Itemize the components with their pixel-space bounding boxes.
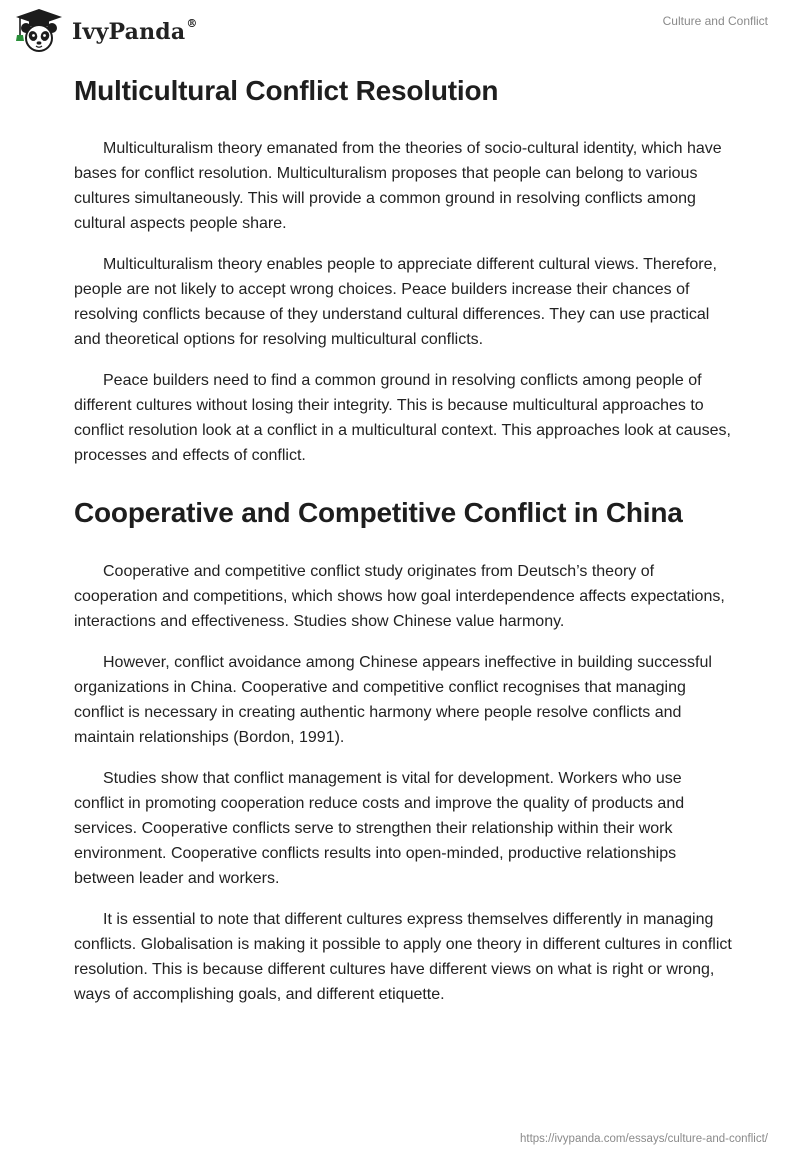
section-multicultural-conflict-resolution [74,73,734,468]
paragraph: Cooperative and competitive conflict study originates from Deutsch’s theory of cooperation and competitions, which shows how goal interdependence affects expectations, interactions and effectiveness. Studies show Chinese value harmony. [74,562,725,630]
paragraph: Peace builders need to find a common ground in resolving conflicts among people of different cultures without losing their integrity. This is because multicultural approaches to conflict resolution look at a conflict in a multicultural context. This approaches look at causes, processes and effects of conflict. [74,372,731,465]
document-body [74,70,734,1007]
paragraph: However, conflict avoidance among Chinese appears ineffective in building successful organizations in China. Cooperative and competitive conflict recognises that managing conflict is necessary in creating authentic harmony where people resolve conflicts and maintain relationships (Bordon, 1991). [74,653,712,746]
running-title: Culture and Conflict [662,14,768,28]
paragraph: Studies show that conflict management is vital for development. Workers who use conflict in promoting cooperation reduce costs and improve the quality of products and services. Cooperative conflicts serve to strengthen their relationship within their work environment. Cooperative conflicts results into open-minded, productive relationships between leader and workers. [74,769,685,887]
section-paragraphs [74,136,734,468]
page-header [0,0,800,60]
section-paragraphs [74,559,734,1007]
brand-name: IvyPanda® [72,16,198,45]
source-url-link[interactable]: https://ivypanda.com/essays/culture-and-conflict/ [519,1133,768,1145]
paragraph: Multiculturalism theory enables people to appreciate different cultural views. Therefore, people are not likely to accept wrong choices. Peace builders increase their chances of resolving conflicts because of they understand cultural differences. They can use practical and theoretical options for resolving multicultural conflicts. [74,256,717,349]
section-cooperative-competitive-conflict [74,495,734,1006]
section-heading: Multicultural Conflict Resolution [74,75,499,106]
brand-logo[interactable] [12,8,198,54]
paragraph: Multiculturalism theory emanated from the theories of socio-cultural identity, which have bases for conflict resolution. Multiculturalism proposes that people can belong to various cultures simultaneously. This will provide a common ground in resolving conflicts among cultural aspects people share. [74,140,722,233]
registered-mark: ® [186,16,198,30]
section-heading: Cooperative and Competitive Conflict in China [74,497,683,529]
panda-graduate-icon [12,8,66,54]
paragraph: It is essential to note that different cultures express themselves differently in managing conflicts. Globalisation is making it possible to apply one theory in different cultures in conflict resolution. This is because different cultures have different views on what is right or wrong, ways of accomplishing goals, and different etiquette. [74,910,732,1003]
